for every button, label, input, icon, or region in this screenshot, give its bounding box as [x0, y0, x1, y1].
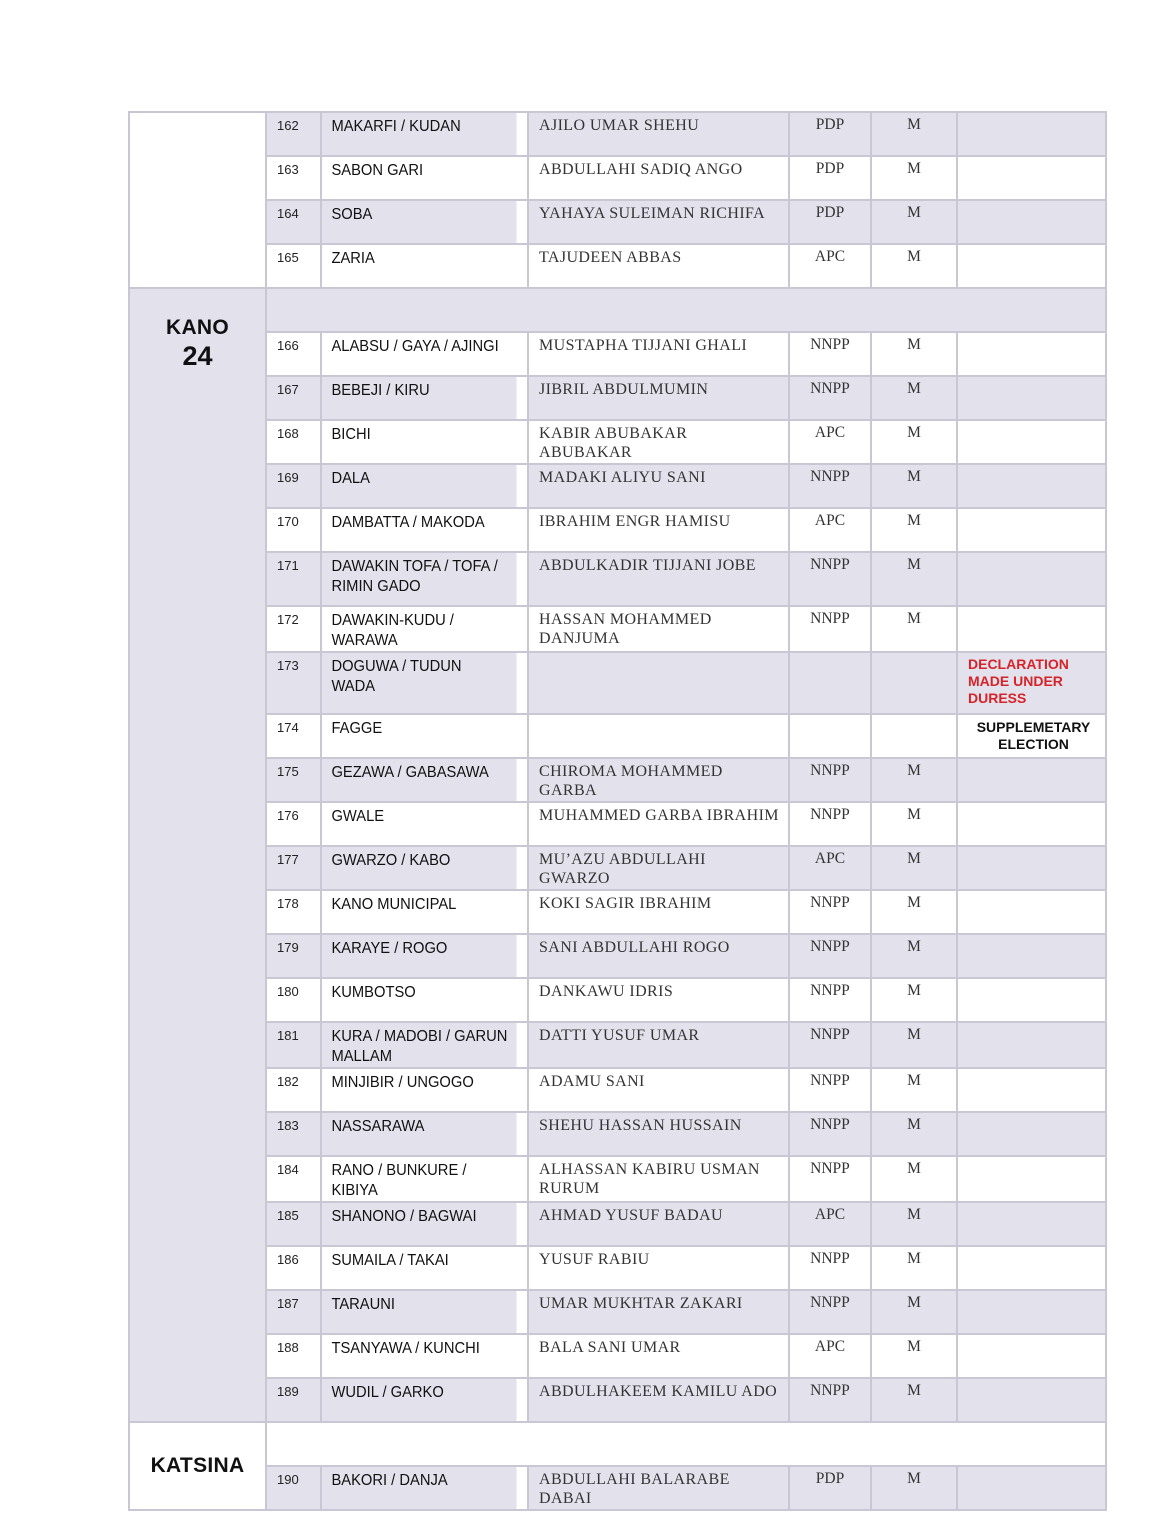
member-name: MADAKI ALIYU SANI — [528, 464, 789, 508]
member-name: AJILO UMAR SHEHU — [528, 112, 789, 156]
remark — [957, 978, 1106, 1022]
election-results-table — [128, 111, 1107, 1511]
table-row — [129, 1290, 1106, 1334]
remark — [957, 1246, 1106, 1290]
table-row — [129, 244, 1106, 288]
gender: M — [871, 934, 957, 978]
member-name: TAJUDEEN ABBAS — [528, 244, 789, 288]
remark — [957, 244, 1106, 288]
gender: M — [871, 606, 957, 652]
gender: M — [871, 200, 957, 244]
table-row — [129, 652, 1106, 714]
constituency-name: GWALE — [321, 802, 518, 846]
constituency-name: KURA / MADOBI / GARUN MALLAM — [321, 1022, 518, 1068]
gender: M — [871, 1466, 957, 1510]
constituency-name: GEZAWA / GABASAWA — [321, 758, 518, 802]
gender: M — [871, 376, 957, 420]
member-name: BALA SANI UMAR — [528, 1334, 789, 1378]
gender: M — [871, 846, 957, 890]
gender: M — [871, 508, 957, 552]
remark — [957, 1290, 1106, 1334]
table-row — [129, 758, 1106, 802]
serial-number: 169 — [266, 464, 321, 508]
constituency-name: TSANYAWA / KUNCHI — [321, 1334, 518, 1378]
serial-number: 185 — [266, 1202, 321, 1246]
party: NNPP — [789, 606, 871, 652]
member-name: SANI ABDULLAHI ROGO — [528, 934, 789, 978]
party — [789, 652, 871, 714]
table-row — [129, 156, 1106, 200]
table-row — [129, 934, 1106, 978]
constituency-name: KARAYE / ROGO — [321, 934, 518, 978]
table-row — [129, 802, 1106, 846]
remark — [957, 1068, 1106, 1112]
constituency-name: ALABSU / GAYA / AJINGI — [321, 332, 518, 376]
constituency-name: BICHI — [321, 420, 518, 464]
table-row — [129, 1068, 1106, 1112]
table-row — [129, 714, 1106, 758]
gender: M — [871, 758, 957, 802]
member-name: DATTI YUSUF UMAR — [528, 1022, 789, 1068]
party: APC — [789, 1334, 871, 1378]
serial-number: 175 — [266, 758, 321, 802]
member-name: MU’AZU ABDULLAHI GWARZO — [528, 846, 789, 890]
table-row — [129, 1378, 1106, 1422]
party: APC — [789, 420, 871, 464]
member-name: ABDULLAHI SADIQ ANGO — [528, 156, 789, 200]
table-row — [129, 1022, 1106, 1068]
gender: M — [871, 156, 957, 200]
remark — [957, 1334, 1106, 1378]
remark — [957, 1022, 1106, 1068]
constituency-name: ZARIA — [321, 244, 518, 288]
remark — [957, 464, 1106, 508]
party: APC — [789, 244, 871, 288]
table-row — [129, 332, 1106, 376]
remark — [957, 1112, 1106, 1156]
constituency-name: BAKORI / DANJA — [321, 1466, 518, 1510]
party: NNPP — [789, 934, 871, 978]
serial-number: 179 — [266, 934, 321, 978]
serial-number: 180 — [266, 978, 321, 1022]
serial-number: 165 — [266, 244, 321, 288]
party: NNPP — [789, 978, 871, 1022]
gender: M — [871, 464, 957, 508]
gender: M — [871, 1334, 957, 1378]
party: NNPP — [789, 890, 871, 934]
remark — [957, 890, 1106, 934]
serial-number: 173 — [266, 652, 321, 714]
gender: M — [871, 332, 957, 376]
table-row — [129, 552, 1106, 606]
member-name: ALHASSAN KABIRU USMAN RURUM — [528, 1156, 789, 1202]
party: APC — [789, 846, 871, 890]
member-name — [528, 652, 789, 714]
constituency-name: SHANONO / BAGWAI — [321, 1202, 518, 1246]
state-header-row — [129, 1422, 1106, 1466]
state-name: KATSINA — [150, 1454, 245, 1477]
table-row — [129, 112, 1106, 156]
serial-number: 162 — [266, 112, 321, 156]
party: NNPP — [789, 376, 871, 420]
table-row — [129, 376, 1106, 420]
party: APC — [789, 508, 871, 552]
remark: SUPPLEMETARY ELECTION — [957, 714, 1106, 758]
gender: M — [871, 1022, 957, 1068]
member-name: UMAR MUKHTAR ZAKARI — [528, 1290, 789, 1334]
serial-number: 187 — [266, 1290, 321, 1334]
constituency-name: KANO MUNICIPAL — [321, 890, 518, 934]
table-row — [129, 1246, 1106, 1290]
party: NNPP — [789, 464, 871, 508]
gender: M — [871, 1202, 957, 1246]
member-name: IBRAHIM ENGR HAMISU — [528, 508, 789, 552]
gender: M — [871, 1246, 957, 1290]
table-row — [129, 1156, 1106, 1202]
gender: M — [871, 890, 957, 934]
constituency-name: WUDIL / GARKO — [321, 1378, 518, 1422]
remark — [957, 802, 1106, 846]
gender — [871, 652, 957, 714]
gender: M — [871, 1068, 957, 1112]
table-row — [129, 1466, 1106, 1510]
gender — [871, 714, 957, 758]
constituency-name: DAMBATTA / MAKODA — [321, 508, 518, 552]
member-name: KOKI SAGIR IBRAHIM — [528, 890, 789, 934]
constituency-name: RANO / BUNKURE / KIBIYA — [321, 1156, 518, 1202]
gender: M — [871, 1378, 957, 1422]
table-row — [129, 890, 1106, 934]
table-row — [129, 1334, 1106, 1378]
remark — [957, 200, 1106, 244]
party: NNPP — [789, 1112, 871, 1156]
party: NNPP — [789, 1156, 871, 1202]
party: PDP — [789, 112, 871, 156]
party — [789, 714, 871, 758]
member-name — [528, 714, 789, 758]
state-name: KANO — [165, 316, 230, 339]
remark — [957, 376, 1106, 420]
party: PDP — [789, 200, 871, 244]
serial-number: 177 — [266, 846, 321, 890]
constituency-name: FAGGE — [321, 714, 518, 758]
member-name: SHEHU HASSAN HUSSAIN — [528, 1112, 789, 1156]
constituency-name: GWARZO / KABO — [321, 846, 518, 890]
table-row — [129, 978, 1106, 1022]
constituency-name: BEBEJI / KIRU — [321, 376, 518, 420]
party: PDP — [789, 156, 871, 200]
table-row — [129, 200, 1106, 244]
serial-number: 170 — [266, 508, 321, 552]
party: NNPP — [789, 1378, 871, 1422]
state-header-row — [129, 288, 1106, 332]
gender: M — [871, 112, 957, 156]
party: NNPP — [789, 1068, 871, 1112]
table-row — [129, 420, 1106, 464]
constituency-name: DAWAKIN TOFA / TOFA / RIMIN GADO — [321, 552, 518, 606]
state-cell-katsina — [129, 1422, 266, 1510]
party: NNPP — [789, 1022, 871, 1068]
constituency-name: DALA — [321, 464, 518, 508]
serial-number: 166 — [266, 332, 321, 376]
party: APC — [789, 1202, 871, 1246]
table-row — [129, 606, 1106, 652]
table-row — [129, 464, 1106, 508]
serial-number: 176 — [266, 802, 321, 846]
member-name: KABIR ABUBAKAR ABUBAKAR — [528, 420, 789, 464]
remark — [957, 420, 1106, 464]
member-name: AHMAD YUSUF BADAU — [528, 1202, 789, 1246]
gender: M — [871, 552, 957, 606]
serial-number: 181 — [266, 1022, 321, 1068]
serial-number: 183 — [266, 1112, 321, 1156]
remark — [957, 846, 1106, 890]
remark — [957, 552, 1106, 606]
remark — [957, 1466, 1106, 1510]
serial-number: 189 — [266, 1378, 321, 1422]
remark — [957, 606, 1106, 652]
remark — [957, 156, 1106, 200]
member-name: CHIROMA MOHAMMED GARBA — [528, 758, 789, 802]
member-name: ADAMU SANI — [528, 1068, 789, 1112]
remark — [957, 112, 1106, 156]
serial-number: 172 — [266, 606, 321, 652]
party: NNPP — [789, 758, 871, 802]
blank-header-cell — [266, 1422, 1106, 1466]
table-row — [129, 1202, 1106, 1246]
constituency-name: TARAUNI — [321, 1290, 518, 1334]
gender: M — [871, 244, 957, 288]
table-row — [129, 1112, 1106, 1156]
remark — [957, 332, 1106, 376]
remark — [957, 508, 1106, 552]
serial-number: 168 — [266, 420, 321, 464]
state-cell-previous — [129, 112, 266, 288]
remark — [957, 1156, 1106, 1202]
gender: M — [871, 1156, 957, 1202]
serial-number: 190 — [266, 1466, 321, 1510]
serial-number: 188 — [266, 1334, 321, 1378]
serial-number: 167 — [266, 376, 321, 420]
serial-number: 163 — [266, 156, 321, 200]
member-name: ABDULHAKEEM KAMILU ADO — [528, 1378, 789, 1422]
member-name: DANKAWU IDRIS — [528, 978, 789, 1022]
constituency-name: DAWAKIN-KUDU / WARAWA — [321, 606, 518, 652]
table-row — [129, 508, 1106, 552]
remark — [957, 1378, 1106, 1422]
member-name: ABDULLAHI BALARABE DABAI — [528, 1466, 789, 1510]
serial-number: 184 — [266, 1156, 321, 1202]
member-name: YUSUF RABIU — [528, 1246, 789, 1290]
constituency-name: NASSARAWA — [321, 1112, 518, 1156]
serial-number: 182 — [266, 1068, 321, 1112]
gender: M — [871, 1290, 957, 1334]
party: PDP — [789, 1466, 871, 1510]
member-name: MUSTAPHA TIJJANI GHALI — [528, 332, 789, 376]
gender: M — [871, 420, 957, 464]
state-seat-count: 24 — [182, 341, 213, 371]
party: NNPP — [789, 802, 871, 846]
constituency-name: DOGUWA / TUDUN WADA — [321, 652, 518, 714]
party: NNPP — [789, 1246, 871, 1290]
serial-number: 178 — [266, 890, 321, 934]
remark — [957, 934, 1106, 978]
constituency-name: MAKARFI / KUDAN — [321, 112, 518, 156]
remark: DECLARATION MADE UNDER DURESS — [957, 652, 1106, 714]
member-name: ABDULKADIR TIJJANI JOBE — [528, 552, 789, 606]
constituency-name: SOBA — [321, 200, 518, 244]
member-name: JIBRIL ABDULMUMIN — [528, 376, 789, 420]
party: NNPP — [789, 1290, 871, 1334]
constituency-name: KUMBOTSO — [321, 978, 518, 1022]
constituency-name: SABON GARI — [321, 156, 518, 200]
serial-number: 174 — [266, 714, 321, 758]
constituency-name: SUMAILA / TAKAI — [321, 1246, 518, 1290]
party: NNPP — [789, 552, 871, 606]
member-name: YAHAYA SULEIMAN RICHIFA — [528, 200, 789, 244]
gender: M — [871, 802, 957, 846]
state-cell-kano — [129, 288, 266, 1422]
serial-number: 171 — [266, 552, 321, 606]
serial-number: 164 — [266, 200, 321, 244]
member-name: HASSAN MOHAMMED DANJUMA — [528, 606, 789, 652]
gender: M — [871, 978, 957, 1022]
party: NNPP — [789, 332, 871, 376]
remark — [957, 1202, 1106, 1246]
blank-header-cell — [266, 288, 1106, 332]
table-row — [129, 846, 1106, 890]
member-name: MUHAMMED GARBA IBRAHIM — [528, 802, 789, 846]
constituency-name: MINJIBIR / UNGOGO — [321, 1068, 518, 1112]
gender: M — [871, 1112, 957, 1156]
remark — [957, 758, 1106, 802]
serial-number: 186 — [266, 1246, 321, 1290]
